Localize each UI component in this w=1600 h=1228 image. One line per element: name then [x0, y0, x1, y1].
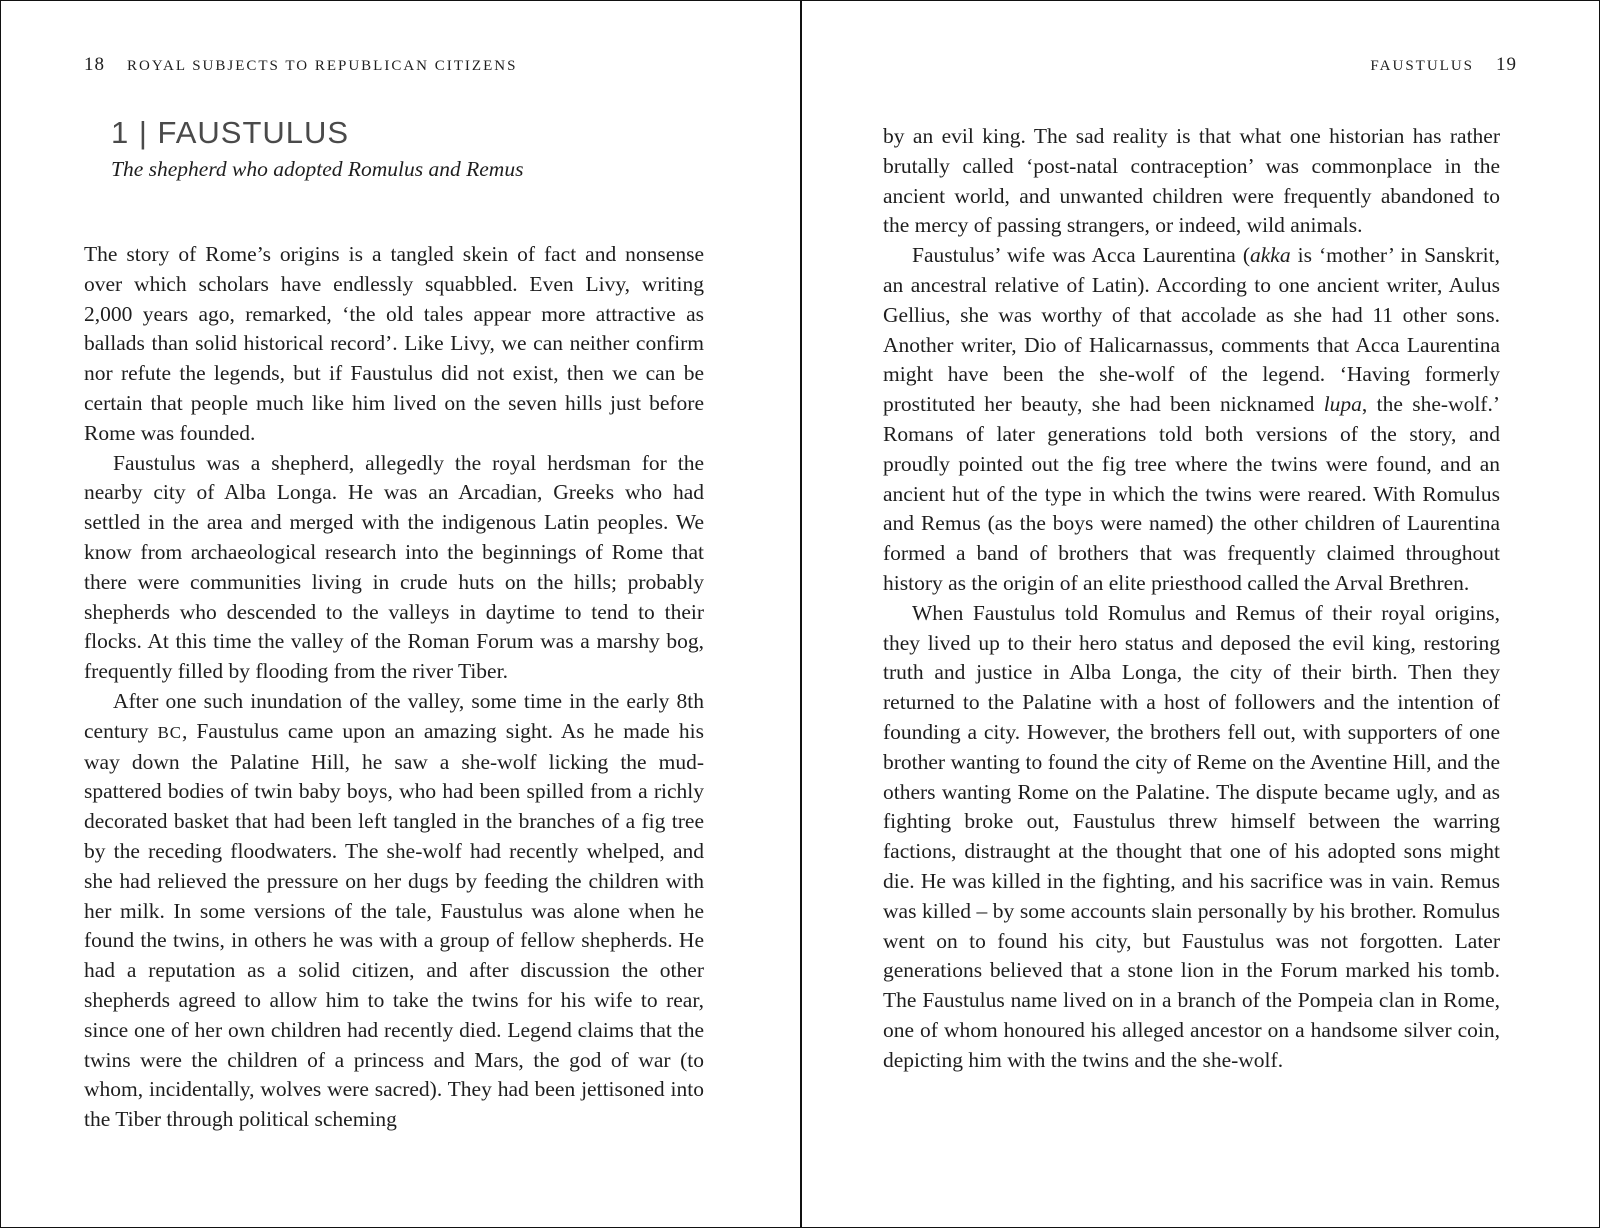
left-page — [1, 1, 802, 1227]
chapter-title: 1 | FAUSTULUS — [111, 115, 350, 150]
running-head-left — [84, 54, 517, 76]
paragraph: When Faustulus told Romulus and Remus of their royal origins, they lived up to their hero status and deposed the evil king, restoring truth and justice in Alba Longa, the city of their birth. Then they returned to the Palatine with a host of followers and the intention of founding a city. However, the brothers fell out, with supporters of one brother wanting to found the city of Reme on the Aventine Hill, and the others wanting Rome on the Palatine. The dispute became ugly, and as fighting broke out, Faustulus threw himself between the warring factions, distraught at the thought that one of his adopted sons might die. He was killed in the fighting, and his sacrifice was in vain. Remus was killed – by some accounts slain personally by his brother. Romulus went on to found his city, but Faustulus was not forgotten. Later generations believed that a stone lion in the Forum marked his tomb. The Faustulus name lived on in a branch of the Pompeia clan in Rome, one of whom honoured his alleged ancestor on a handsome silver coin, depicting him with the twins and the she-wolf. — [883, 600, 1500, 1072]
page-number-right: 19 — [1496, 54, 1517, 75]
paragraph: The story of Rome’s origins is a tangled skein of fact and nonsense over which scholars have endlessly squabbled. Even Livy, writing 2,000 years ago, remarked, ‘the old tales appear more attractive as ballads than solid historical record’. Like Livy, we can neither confirm nor refute the legends, but if Faustulus did not exist, then we can be certain that people much like him lived on the seven hills just before Rome was founded. — [84, 242, 704, 445]
running-head-right — [1370, 54, 1517, 76]
paragraph: Faustulus was a shepherd, allegedly the royal herdsman for the nearby city of Alba Longa. He was an Arcadian, Greeks who had settled in the area and merged with the indigenous Latin peoples. We know from archaeological research into the beginnings of Rome that there were communities living in crude huts on the hills; probably shepherds who descended to the valleys in daytime to tend to their flocks. At this time the valley of the Roman Forum was a marshy bog, frequently filled by flooding from the river Tiber. — [84, 450, 704, 684]
paragraph: After one such inundation of the valley, some time in the early 8th century BC, Faustulus came upon an amazing sight. As he made his way down the Palatine Hill, he saw a she-wolf licking the mud-spattered bodies of twin baby boys, who had been spilled from a richly decorated basket that had been left tangled in the branches of a fig tree by the receding floodwaters. The she-wolf had recently whelped, and she had relieved the pressure on her dugs by feeding the children with her milk. In some versions of the tale, Faustulus was alone when he found the twins, in others he was with a group of fellow shepherds. He had a reputation as a solid citizen, and after discussion the other shepherds agreed to allow him to take the twins for his wife to rear, since one of her own children had recently died. Legend claims that the twins were the children of a princess and Mars, the god of war (to whom, incidentally, wolves were sacred). They had been jettisoned into the Tiber through political scheming — [84, 688, 704, 1132]
page-number-left: 18 — [84, 54, 105, 75]
era-abbreviation: BC — [157, 722, 182, 742]
right-page — [802, 1, 1599, 1227]
running-head-title-left: ROYAL SUBJECTS TO REPUBLICAN CITIZENS — [127, 58, 518, 74]
chapter-heading — [111, 115, 523, 182]
chapter-subtitle: The shepherd who adopted Romulus and Remus — [111, 157, 524, 181]
running-head-title-right: FAUSTULUS — [1370, 58, 1474, 74]
paragraph: by an evil king. The sad reality is that what one historian has rather brutally called ‘post-natal contraception’ was commonplace in the ancient world, and unwanted children were frequently abandoned to the mercy of passing strangers, or indeed, wild animals. — [883, 124, 1500, 238]
body-text-right — [883, 122, 1500, 1076]
paragraph: Faustulus’ wife was Acca Laurentina (akka is ‘mother’ in Sanskrit, an ancestral relative of Latin). According to one ancient writer, Aulus Gellius, she was worthy of that accolade as she had 11 other sons. Another writer, Dio of Halicarnassus, comments that Acca Laurentina might have been the she-wolf of the legend. ‘Having formerly prostituted her beauty, she had been nicknamed lupa, the she-wolf.’ Romans of later generations told both versions of the story, and proudly pointed out the fig tree where the twins were found, and an ancient hut of the type in which the twins were reared. With Romulus and Remus (as the boys were named) the other children of Laurentina formed a band of brothers that was frequently claimed throughout history as the origin of an elite priesthood called the Arval Brethren. — [883, 243, 1501, 595]
italic-term-lupa: lupa — [1323, 392, 1362, 417]
body-text-left — [84, 240, 704, 1135]
italic-term-akka: akka — [1249, 243, 1291, 268]
